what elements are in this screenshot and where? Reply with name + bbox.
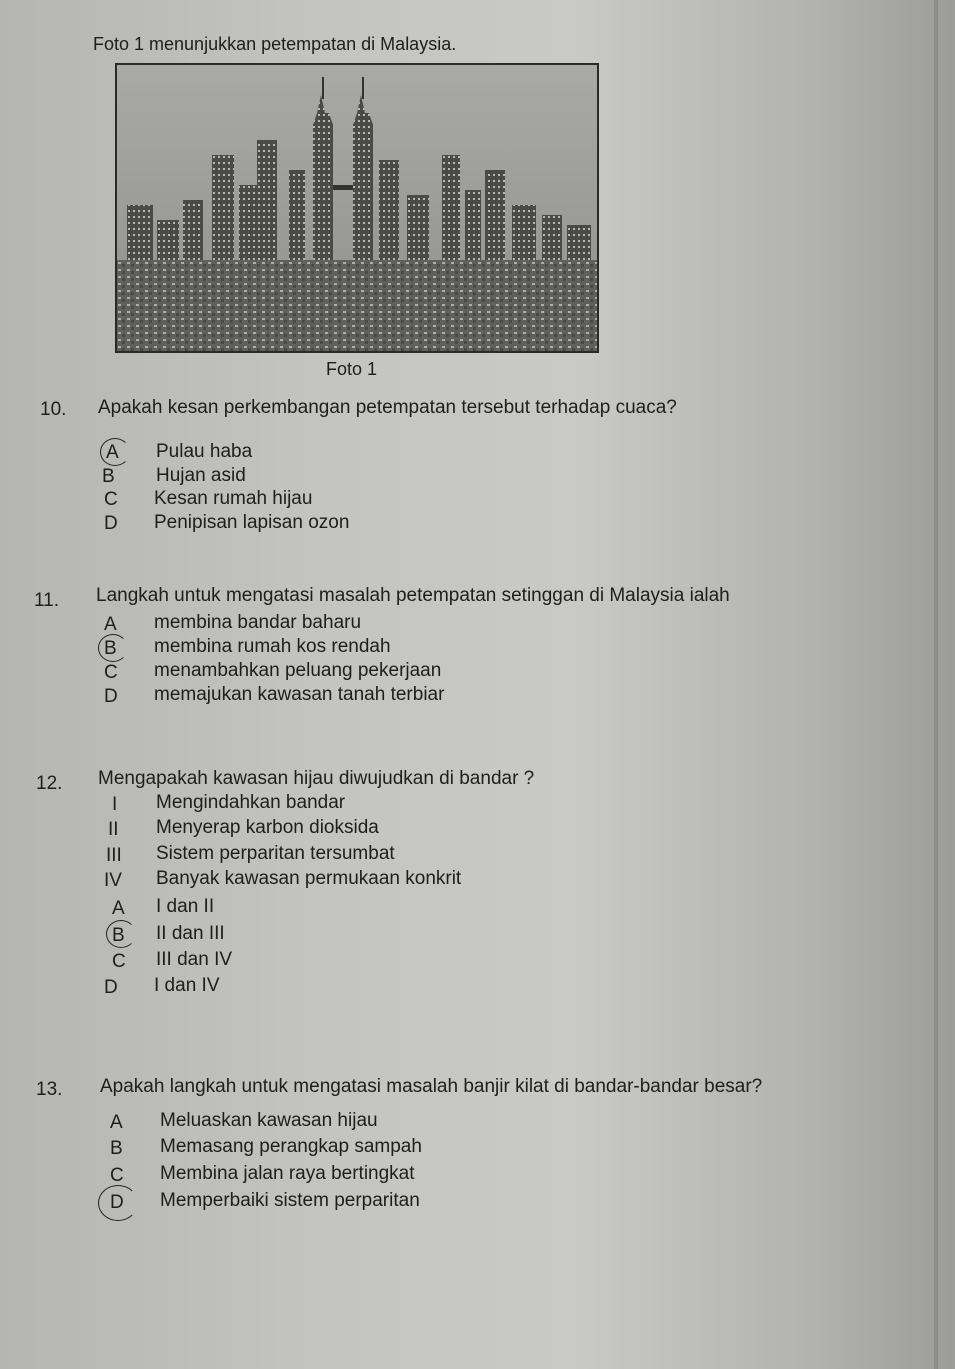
question-text: Langkah untuk mengatasi masalah petempatan setinggan di Malaysia ialah: [96, 585, 730, 606]
question-number: 12.: [36, 773, 63, 794]
option-letter: C: [112, 951, 126, 972]
option-letter: D: [104, 977, 118, 998]
option-letter: A: [112, 898, 125, 919]
option-letter: A: [104, 614, 117, 635]
photo-caption: Foto 1: [326, 359, 378, 379]
statement-text: Mengindahkan bandar: [156, 792, 346, 813]
statement-numeral: I: [112, 794, 118, 815]
statement-text: Sistem perparitan tersumbat: [156, 843, 395, 864]
question-number: 13.: [36, 1079, 63, 1100]
statement-text: Menyerap karbon dioksida: [156, 817, 379, 838]
answer-mark-circle: [98, 634, 128, 662]
option-text: I dan II: [156, 896, 215, 917]
statement-numeral: III: [106, 845, 122, 866]
option-text: Meluaskan kawasan hijau: [160, 1110, 378, 1131]
answer-mark-circle: [106, 920, 136, 948]
option-text: Kesan rumah hijau: [154, 488, 313, 509]
option-text: membina rumah kos rendah: [154, 636, 391, 657]
question-text: Apakah kesan perkembangan petempatan tersebut terhadap cuaca?: [98, 397, 677, 418]
option-text: III dan IV: [156, 949, 233, 970]
option-letter: B: [102, 466, 115, 487]
option-letter: D: [104, 686, 118, 707]
option-text: Memasang perangkap sampah: [160, 1136, 422, 1157]
question-text: Mengapakah kawasan hijau diwujudkan di bandar ?: [98, 768, 535, 789]
statement-numeral: IV: [104, 870, 122, 891]
option-text: I dan IV: [154, 975, 220, 996]
option-letter: C: [104, 489, 118, 510]
question-number: 11.: [34, 590, 60, 611]
option-letter: C: [110, 1165, 124, 1186]
option-text: Memperbaiki sistem perparitan: [160, 1190, 420, 1211]
photo-intro-text: Foto 1 menunjukkan petempatan di Malaysia.: [93, 34, 457, 54]
option-text: II dan III: [156, 923, 225, 944]
option-text: Hujan asid: [156, 465, 246, 486]
statement-numeral: II: [108, 819, 119, 840]
option-text: memajukan kawasan tanah terbiar: [154, 684, 445, 705]
option-letter: B: [110, 1138, 123, 1159]
option-letter: C: [104, 662, 118, 683]
option-text: Penipisan lapisan ozon: [154, 512, 350, 533]
statement-text: Banyak kawasan permukaan konkrit: [156, 868, 462, 889]
page-edge: [934, 0, 938, 1369]
option-letter: B: [104, 638, 117, 659]
city-skyline-photo: [115, 63, 599, 353]
option-text: Pulau haba: [156, 441, 253, 462]
option-text: Membina jalan raya bertingkat: [160, 1163, 415, 1184]
option-letter: D: [104, 513, 118, 534]
option-letter: D: [110, 1192, 124, 1213]
answer-mark-circle: [98, 1185, 138, 1221]
question-text: Apakah langkah untuk mengatasi masalah banjir kilat di bandar-bandar besar?: [100, 1076, 763, 1097]
question-number: 10.: [40, 399, 67, 420]
option-text: membina bandar baharu: [154, 612, 362, 633]
option-text: menambahkan peluang pekerjaan: [154, 660, 442, 681]
answer-mark-circle: [100, 438, 130, 466]
option-letter: A: [106, 442, 119, 463]
option-letter: B: [112, 925, 125, 946]
option-letter: A: [110, 1112, 123, 1133]
